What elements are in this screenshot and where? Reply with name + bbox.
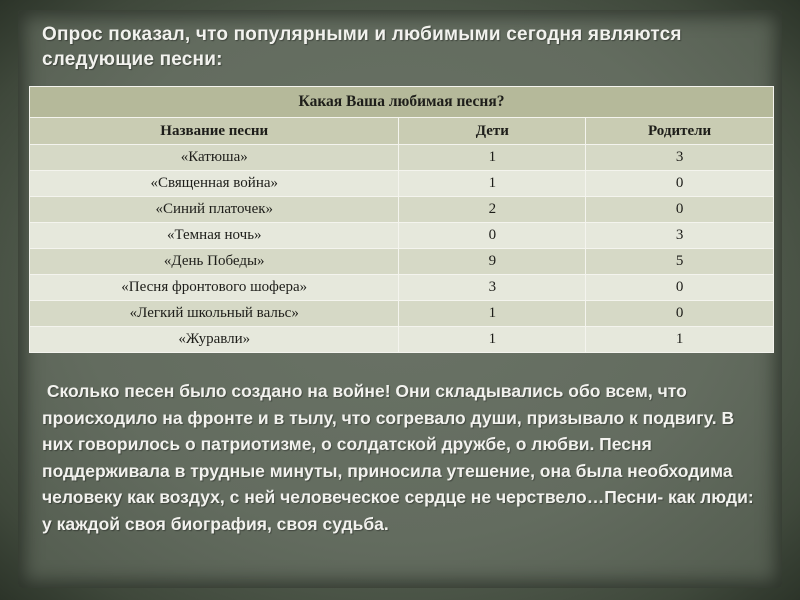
song-name: «Легкий школьный вальс» (30, 301, 399, 327)
song-name: «День Победы» (30, 249, 399, 275)
children-count: 1 (399, 327, 586, 353)
parents-count: 5 (586, 249, 774, 275)
table-row (30, 275, 774, 301)
children-count: 0 (399, 223, 586, 249)
table-row (30, 223, 774, 249)
table-row (30, 145, 774, 171)
body-paragraph: Сколько песен было создано на войне! Они складывались обо всем, что происходило на фронте и в тылу, что согревало души, призывало к подвигу. В них говорилось о патриотизме, о солдатской дружбе, о любви. Песня поддерживала в трудные минуты, приносила утешение, она была необходима человеку как воздух, с ней человеческое сердце не черствело…Песни- как люди: у каждой своя биография, своя судьба. (42, 381, 759, 534)
table-row (30, 171, 774, 197)
parents-count: 1 (586, 327, 774, 353)
parents-count: 0 (586, 171, 774, 197)
song-name: «Синий платочек» (30, 197, 399, 223)
parents-count: 3 (586, 145, 774, 171)
song-name: «Песня фронтового шофера» (30, 275, 399, 301)
children-count: 9 (399, 249, 586, 275)
table-row (30, 327, 774, 353)
song-name: «Журавли» (30, 327, 399, 353)
song-name: «Катюша» (30, 145, 399, 171)
songs-table (29, 86, 774, 353)
slide-heading: Опрос показал, что популярными и любимыми сегодня являются следующие песни: (42, 24, 682, 70)
table-row (30, 301, 774, 327)
children-count: 1 (399, 145, 586, 171)
table-header-row (30, 118, 774, 145)
children-count: 2 (399, 197, 586, 223)
table-row (30, 197, 774, 223)
table-title: Какая Ваша любимая песня? (30, 87, 774, 118)
column-header-children: Дети (399, 118, 586, 145)
parents-count: 0 (586, 197, 774, 223)
parents-count: 0 (586, 275, 774, 301)
parents-count: 3 (586, 223, 774, 249)
children-count: 1 (399, 301, 586, 327)
parents-count: 0 (586, 301, 774, 327)
column-header-song: Название песни (30, 118, 399, 145)
song-name: «Темная ночь» (30, 223, 399, 249)
table-row (30, 249, 774, 275)
children-count: 3 (399, 275, 586, 301)
table-title-row (30, 87, 774, 118)
children-count: 1 (399, 171, 586, 197)
song-name: «Священная война» (30, 171, 399, 197)
column-header-parents: Родители (586, 118, 774, 145)
